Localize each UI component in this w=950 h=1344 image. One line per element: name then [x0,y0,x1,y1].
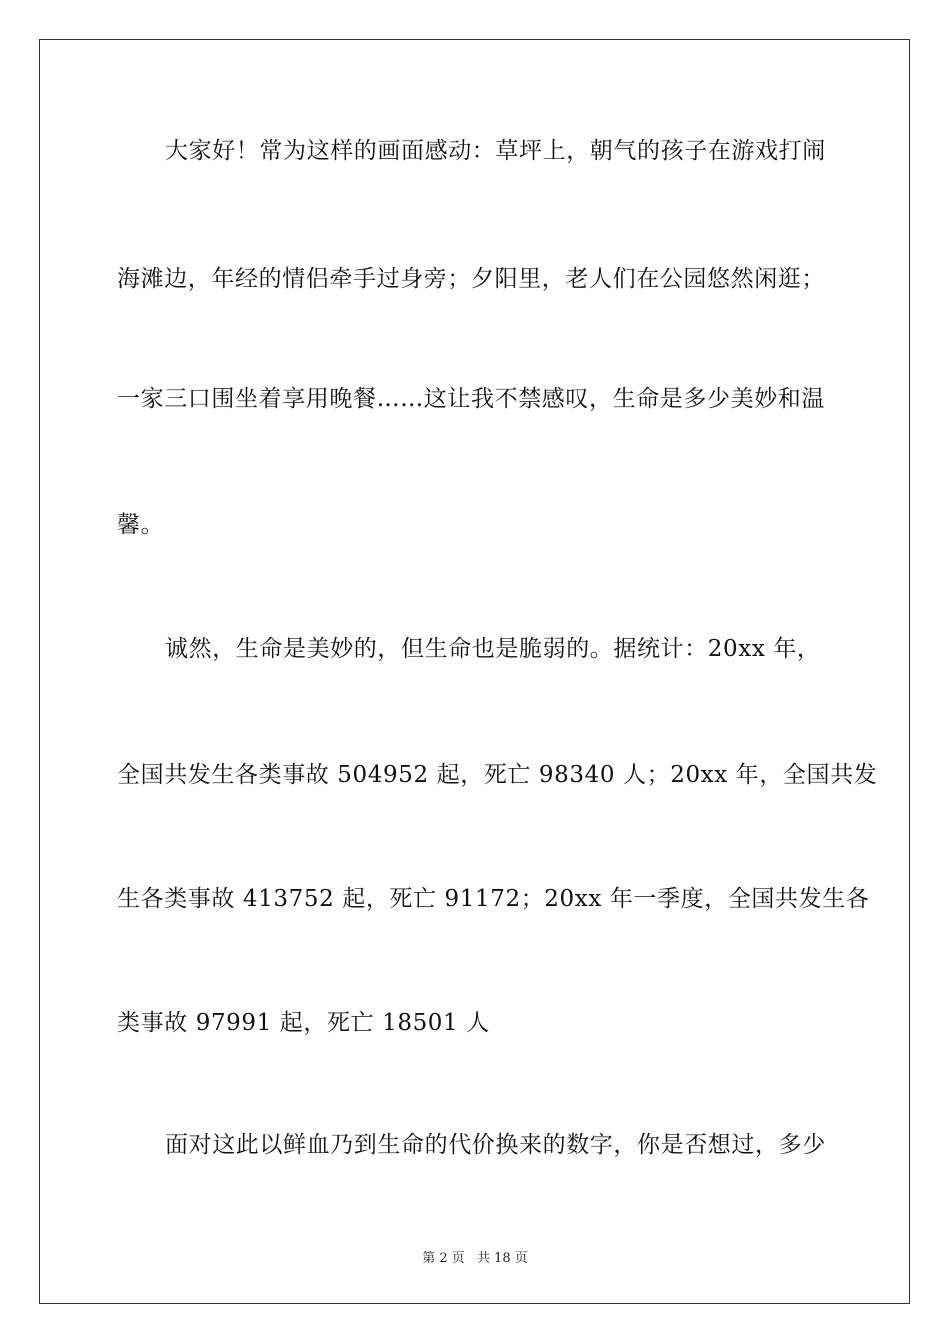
paragraph-1-line-3: 一家三口围坐着享用晚餐……这让我不禁感叹，生命是多少美妙和温 [117,386,825,412]
paragraph-1-line-4: 馨。 [117,512,165,538]
paragraph-2-line-3: 生各类事故 413752 起，死亡 91172；20xx 年一季度，全国共发生各 [117,886,870,912]
page-footer [0,1247,950,1266]
paragraph-1-line-1: 大家好！常为这样的画面感动：草坪上，朝气的孩子在游戏打闹 [165,138,826,164]
total-pages: 共 18 页 [476,1251,528,1266]
paragraph-3-line-1: 面对这此以鲜血乃到生命的代价换来的数字，你是否想过，多少 [165,1132,826,1158]
paragraph-2-line-2: 全国共发生各类事故 504952 起，死亡 98340 人；20xx 年，全国共发 [117,762,878,788]
paragraph-1-line-2: 海滩边，年经的情侣牵手过身旁；夕阳里，老人们在公园悠然闲逛； [117,266,825,292]
paragraph-2-line-4: 类事故 97991 起，死亡 18501 人 [117,1010,490,1036]
paragraph-2-line-1: 诚然，生命是美妙的，但生命也是脆弱的。据统计：20xx 年， [165,636,821,662]
page-number: 第 2 页 [422,1251,465,1266]
page-border [39,39,910,1304]
